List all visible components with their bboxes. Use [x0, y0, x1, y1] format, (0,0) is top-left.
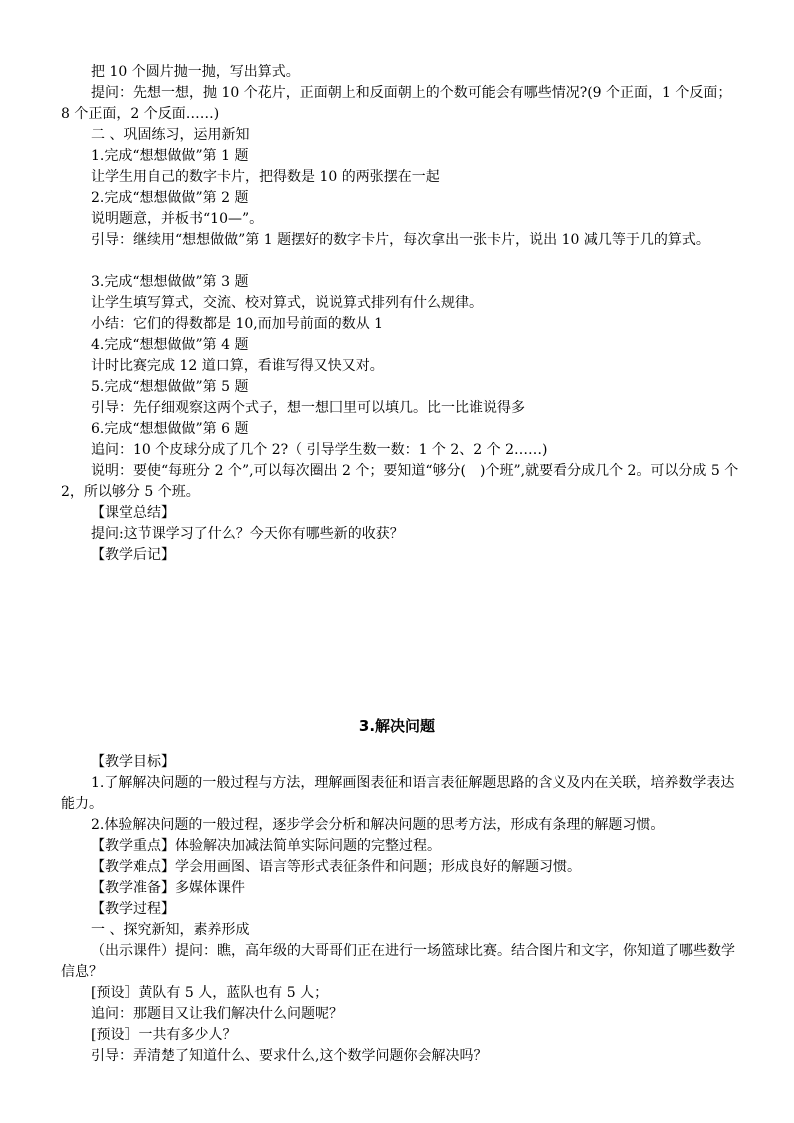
paragraph: 4.完成“想想做做”第 4 题	[91, 337, 249, 353]
paragraph: 1.了解解决问题的一般过程与方法，理解画图表征和语言表征解题思路的含义及内在关联，培养数学表达能力。	[61, 775, 735, 812]
section-heading: 【课堂总结】	[91, 505, 175, 521]
paragraph: 【教学重点】体验解决加减法简单实际问题的完整过程。	[91, 838, 441, 854]
page-title: 3.解决问题	[358, 717, 436, 735]
paragraph: 2.体验解决问题的一般过程，逐步学会分析和解决问题的思考方法，形成有条理的解题习惯。	[91, 817, 665, 833]
paragraph: [预设］黄队有 5 人，蓝队也有 5 人；	[91, 985, 329, 1001]
section-heading: 二 、巩固练习，运用新知	[91, 127, 250, 143]
paragraph: 6.完成“想想做做”第 6 题	[91, 421, 249, 437]
paragraph: 说明：要使“每班分 2 个”,可以每次圈出 2 个；要知道“够分( )个班”,就要看分成几个 2。可以分成 5 个 2，所以够分 5 个班。	[61, 463, 739, 500]
section-heading: 【教学后记】	[91, 547, 175, 563]
paragraph: [预设］一共有多少人？	[91, 1027, 237, 1043]
paragraph: 提问:这节课学习了什么？今天你有哪些新的收获？	[91, 526, 404, 542]
paragraph: 小结：它们的得数都是 10,而加号前面的数从 1	[91, 316, 384, 332]
section-heading: 一 、探究新知，素养形成	[91, 922, 250, 938]
paragraph: 5.完成“想想做做”第 5 题	[91, 379, 249, 395]
paragraph: 追问：10 个皮球分成了几个 2?（ 引导学生数一数：1 个 2、2 个 2……)	[91, 442, 548, 458]
paragraph: 提问：先想一想，抛 10 个花片，正面朝上和反面朝上的个数可能会有哪些情况?(9 个正面，1 个反面； 8 个正面，2 个反面……)	[61, 85, 732, 122]
paragraph: 把 10 个圆片抛一抛，写出算式。	[91, 64, 300, 80]
paragraph: 计时比赛完成 12 道口算，看谁写得又快又对。	[91, 358, 384, 374]
paragraph: 追问：那题目又让我们解决什么问题呢？	[91, 1006, 343, 1022]
paragraph: 引导：弄清楚了知道什么、要求什么,这个数学问题你会解决吗？	[91, 1048, 488, 1064]
paragraph: 引导：先仔细观察这两个式子，想一想囗里可以填几。比一比谁说得多	[91, 400, 525, 416]
paragraph: 3.完成“想想做做”第 3 题	[91, 274, 249, 290]
paragraph: 1.完成“想想做做”第 1 题	[91, 148, 249, 164]
paragraph: 引导：继续用“想想做做”第 1 题摆好的数字卡片，每次拿出一张卡片，说出 10 减几等于几的算式。	[91, 232, 710, 248]
section-heading: 【教学目标】	[91, 754, 175, 770]
paragraph: 说明题意，并板书“10—”。	[91, 211, 264, 227]
paragraph: （出示课件）提问：瞧，高年级的大哥哥们正在进行一场篮球比赛。结合图片和文字，你知道了哪些数学信息？	[61, 943, 735, 980]
paragraph: 2.完成“想想做做”第 2 题	[91, 190, 249, 206]
section-heading: 【教学过程】	[91, 901, 175, 917]
paragraph: 让学生填写算式，交流、校对算式，说说算式排列有什么规律。	[91, 295, 483, 311]
paragraph: 让学生用自己的数字卡片，把得数是 10 的两张摆在一起	[91, 169, 440, 185]
paragraph: 【教学准备】多媒体课件	[91, 880, 245, 896]
paragraph: 【教学难点】学会用画图、语言等形式表征条件和问题；形成良好的解题习惯。	[91, 859, 581, 875]
